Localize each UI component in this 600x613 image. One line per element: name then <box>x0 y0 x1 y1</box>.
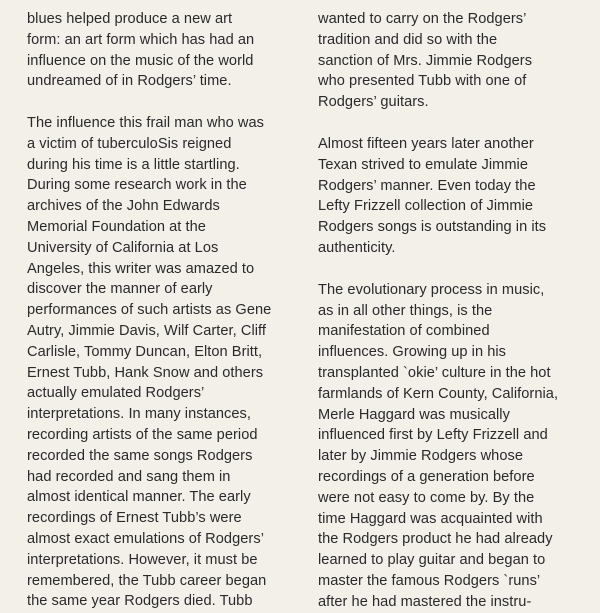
paragraph <box>27 9 307 92</box>
text-line: Texan strived to emulate Jimmie <box>318 156 528 173</box>
text-line: interpretations. However, it must be <box>27 551 258 568</box>
text-line: Autry, Jimmie Davis, Wilf Carter, Cliff <box>27 322 266 339</box>
left-column <box>27 9 307 612</box>
text-line: Rodgers songs is outstanding in its <box>318 219 547 236</box>
text-line: tradition and did so with the <box>318 31 498 48</box>
text-line: recorded the same songs Rodgers <box>27 447 253 464</box>
text-line: influenced first by Lefty Frizzell and <box>318 427 548 444</box>
text-line: The evolutionary process in music, <box>318 281 545 298</box>
text-line: During some research work in the <box>27 177 247 194</box>
text-line: learned to play guitar and began to <box>318 552 546 569</box>
text-line: who presented Tubb with one of <box>318 73 527 90</box>
text-line: as in all other things, is the <box>318 302 493 319</box>
text-line: actually emulated Rodgers’ <box>27 385 205 402</box>
text-line: after he had mastered the instru- <box>318 593 532 610</box>
paragraph <box>318 9 588 113</box>
text-line: Rodgers’ manner. Even today the <box>318 177 536 194</box>
text-line: influence on the music of the world <box>27 52 254 69</box>
text-line: time Haggard was acquainted with <box>318 510 543 527</box>
text-line: during his time is a little startling. <box>27 156 240 173</box>
text-line: later by Jimmie Rodgers whose <box>318 448 524 465</box>
text-line: authenticity. <box>318 239 396 256</box>
paragraph <box>318 280 588 613</box>
text-line: the Rodgers product he had already <box>318 531 553 548</box>
text-line: recordings of Ernest Tubb’s were <box>27 510 242 527</box>
text-line: performances of such artists as Gene <box>27 302 272 319</box>
text-line: Ernest Tubb, Hank Snow and others <box>27 364 264 381</box>
text-line: transplanted `okie’ culture in the hot <box>318 364 551 381</box>
text-line: Merle Haggard was musically <box>318 406 510 423</box>
paragraph <box>27 113 307 612</box>
text-line: master the famous Rodgers `runs’ <box>318 572 541 589</box>
text-line: a victim of tuberculoSis reigned <box>27 135 232 152</box>
text-line: blues helped produce a new art <box>27 11 233 27</box>
text-line: were not easy to come by. By the <box>318 489 535 506</box>
text-line: influences. Growing up in his <box>318 344 507 361</box>
text-line: recording artists of the same period <box>27 426 258 443</box>
text-line: Memorial Foundation at the <box>27 218 206 235</box>
text-line: remembered, the Tubb career began <box>27 572 267 589</box>
text-line: discover the manner of early <box>27 281 213 298</box>
text-line: had recorded and sang them in <box>27 468 231 485</box>
text-line: Rodgers’ guitars. <box>318 94 429 111</box>
text-line: almost identical manner. The early <box>27 489 251 506</box>
text-line: Angeles, this writer was amazed to <box>27 260 255 277</box>
text-line: form: an art form which has had an <box>27 31 255 48</box>
text-line: Lefty Frizzell collection of Jimmie <box>318 198 534 215</box>
paragraph <box>318 134 588 259</box>
text-line: interpretations. In many instances, <box>27 406 252 423</box>
right-column <box>318 9 588 613</box>
text-line: recordings of a generation before <box>318 468 535 485</box>
text-line: Carlisle, Tommy Duncan, Elton Britt, <box>27 343 263 360</box>
text-line: The influence this frail man who was <box>27 114 265 131</box>
text-line: almost exact emulations of Rodgers’ <box>27 530 264 547</box>
text-line: manifestation of combined <box>318 323 490 340</box>
text-line: the same year Rodgers died. Tubb <box>27 593 253 610</box>
text-line: archives of the John Edwards <box>27 198 220 215</box>
text-line: undreamed of in Rodgers’ time. <box>27 73 232 90</box>
text-line: University of California at Los <box>27 239 219 256</box>
text-line: sanction of Mrs. Jimmie Rodgers <box>318 52 533 69</box>
text-line: Almost fifteen years later another <box>318 135 534 152</box>
text-line: farmlands of Kern County, California, <box>318 385 559 402</box>
text-line: wanted to carry on the Rodgers’ <box>318 11 527 27</box>
